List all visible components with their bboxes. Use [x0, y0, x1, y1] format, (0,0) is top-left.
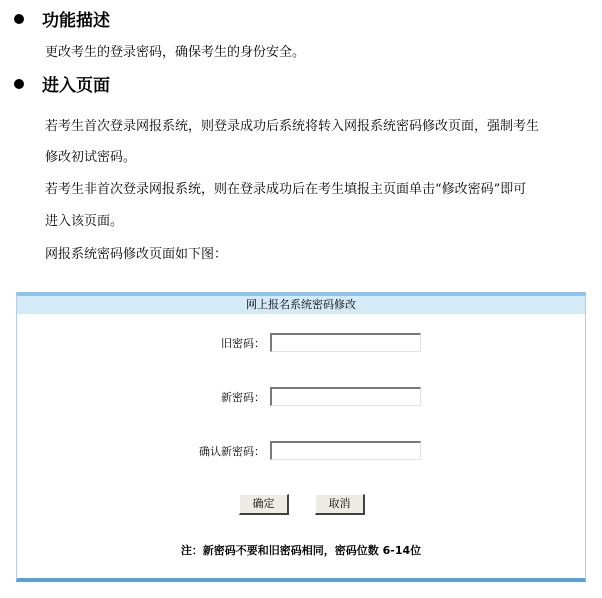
password-change-form — [16, 292, 586, 582]
new-password-input[interactable] — [270, 387, 421, 406]
form-title: 网上报名系统密码修改 — [246, 298, 356, 311]
form-title-bar — [17, 296, 585, 314]
paragraph: 若考生非首次登录网报系统，则在登录成功后在考生填报主页面单击“修改密码”即可 — [45, 182, 527, 197]
section-title: 功能描述 — [42, 11, 110, 31]
paragraph: 若考生首次登录网报系统，则登录成功后系统将转入网报系统密码修改页面，强制考生 — [45, 119, 540, 134]
confirm-password-input[interactable] — [270, 441, 421, 460]
old-password-label: 旧密码： — [221, 337, 265, 350]
new-password-label: 新密码： — [221, 391, 265, 404]
section-heading-entry — [14, 71, 110, 96]
section-title: 进入页面 — [42, 76, 110, 96]
new-password-row — [17, 387, 585, 407]
paragraph: 进入该页面。 — [45, 214, 124, 229]
section-heading-function — [14, 6, 110, 31]
bullet-icon — [14, 14, 24, 24]
password-rule-note: 注：新密码不要和旧密码相同，密码位数 6-14位 — [180, 544, 422, 557]
old-password-row — [17, 333, 585, 353]
old-password-input[interactable] — [270, 333, 421, 352]
confirm-button[interactable]: 确定 — [239, 494, 289, 515]
paragraph: 更改考生的登录密码，确保考生的身份安全。 — [45, 45, 306, 60]
confirm-password-row — [17, 441, 585, 461]
bullet-icon — [14, 79, 24, 89]
cancel-button[interactable]: 取消 — [315, 494, 365, 515]
confirm-password-label: 确认新密码： — [199, 445, 265, 458]
paragraph: 修改初试密码。 — [45, 150, 137, 165]
paragraph: 网报系统密码修改页面如下图： — [45, 247, 228, 262]
